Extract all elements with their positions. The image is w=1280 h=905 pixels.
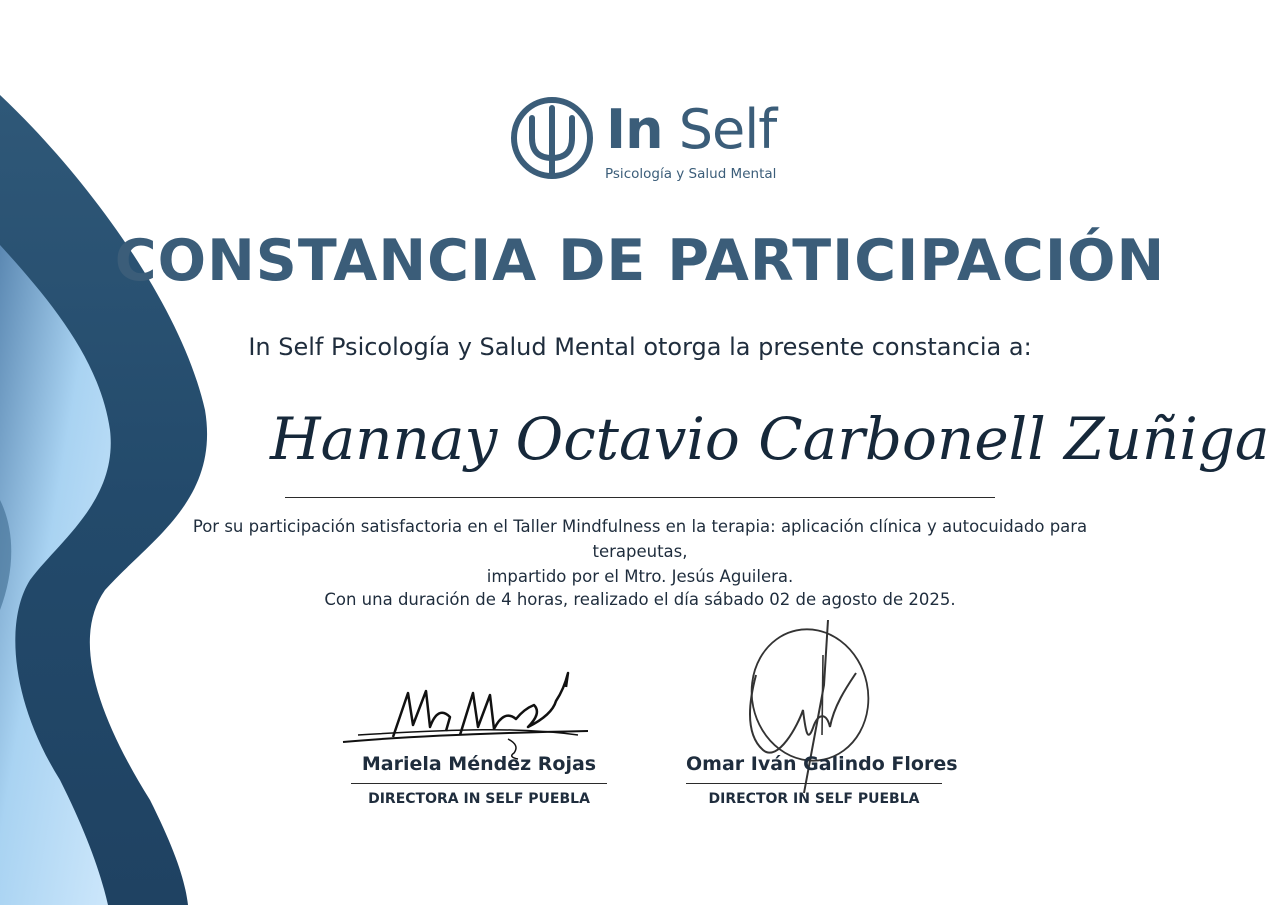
signer-role-2: DIRECTOR IN SELF PUEBLA xyxy=(708,791,920,807)
recipient-name: Hannay Octavio Carbonell Zuñiga xyxy=(270,405,1270,473)
certificate-title: CONSTANCIA DE PARTICIPACIÓN xyxy=(114,228,1166,294)
decorative-wave xyxy=(0,0,260,905)
body-line-1: Por su participación satisfactoria en el Taller Mindfulness en la terapia: aplicación clínica y autocuidado para terapeutas, xyxy=(192,517,1088,561)
signer-name-1: Mariela Méndez Rojas xyxy=(361,753,597,775)
psi-icon xyxy=(510,96,600,186)
body-line-2: impartido por el Mtro. Jesús Aguilera. xyxy=(486,567,794,586)
brand-tagline: Psicología y Salud Mental xyxy=(605,166,777,182)
certificate-body xyxy=(150,514,1130,589)
signature-scribble-1 xyxy=(338,665,598,760)
brand-light: Self xyxy=(678,98,777,161)
brand-bold: In xyxy=(606,98,663,161)
signer-name-2: Omar Iván Galindo Flores xyxy=(686,753,958,775)
recipient-underline xyxy=(285,497,995,498)
signature-block-2 xyxy=(686,753,958,813)
brand-name xyxy=(606,98,777,161)
signature-block-1 xyxy=(351,753,607,813)
certificate-duration: Con una duración de 4 horas, realizado el día sábado 02 de agosto de 2025. xyxy=(324,590,956,609)
signature-line-2 xyxy=(686,783,942,784)
certificate-intro: In Self Psicología y Salud Mental otorga la presente constancia a: xyxy=(248,333,1032,361)
signer-role-1: DIRECTORA IN SELF PUEBLA xyxy=(368,791,590,807)
signature-line-1 xyxy=(351,783,607,784)
